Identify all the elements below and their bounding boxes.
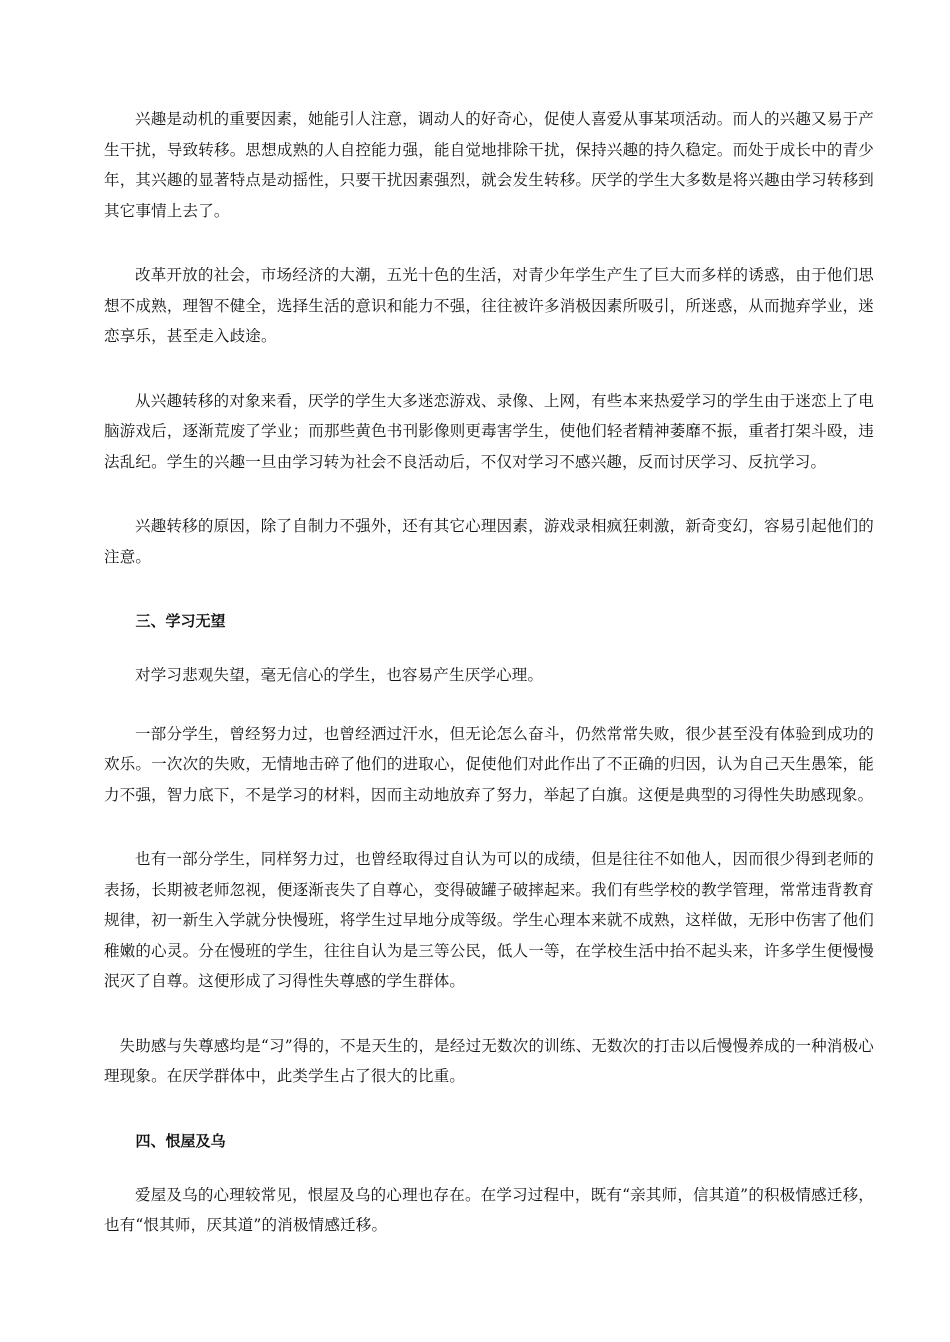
paragraph-pessimism: 对学习悲观失望，毫无信心的学生，也容易产生厌学心理。 (135, 666, 544, 684)
section-heading-4: 四、恨屋及乌 (135, 1131, 226, 1150)
paragraph-learned-loss-of-esteem: 也有一部分学生，同样努力过，也曾经取得过自认为可以的成绩，但是往往不如他人，因而很少得到老师的表扬，长期被老师忽视，便逐渐丧失了自尊心，变得破罐子破摔起来。我们有些学校的教学管理，常常违背教育规律，初一新生入学就分快慢班，将学生过早地分成等级。学生心理本来就不成熟，这样做，无形中伤害了他们稚嫩的心灵。分在慢班的学生，往往自认为是三等公民，低人一等，在学校生活中抬不起头来，许多学生便慢慢泯灭了自尊。这便形成了习得性失尊感的学生群体。 (104, 850, 874, 990)
paragraph-interest-targets: 从兴趣转移的对象来看，厌学的学生大多迷恋游戏、录像、上网，有些本来热爱学习的学生由于迷恋上了电脑游戏后，逐渐荒废了学业；而那些黄色书刊影像则更毒害学生，使他们轻者精神萎靡不振，重者打架斗殴，违法乱纪。学生的兴趣一旦由学习转为社会不良活动后，不仅对学习不感兴趣，反而讨厌学习、反抗学习。 (104, 391, 874, 471)
paragraph-learned-summary: 失助感与失尊感均是“习”得的，不是天生的，是经过无数次的训练、无数次的打击以后慢慢养成的一种消极心理现象。在厌学群体中，此类学生占了很大的比重。 (104, 1036, 874, 1085)
paragraph-learned-helplessness: 一部分学生，曾经努力过，也曾经洒过汗水，但无论怎么奋斗，仍然常常失败，很少甚至没有体验到成功的欢乐。一次次的失败，无情地击碎了他们的进取心，促使他们对此作出了不正确的归因，认为自己天生愚笨，能力不强，智力底下，不是学习的材料，因而主动地放弃了努力，举起了白旗。这便是典型的习得性失助感现象。 (104, 724, 874, 804)
section-heading-3: 三、学习无望 (135, 612, 226, 630)
document-body (104, 104, 874, 1275)
paragraph-interest-motivation: 兴趣是动机的重要因素，她能引人注意，调动人的好奇心，促使人喜爱从事某项活动。而人的兴趣又易于产生干扰，导致转移。思想成熟的人自控能力强，能自觉地排除干扰，保持兴趣的持久稳定。而处于成长中的青少年，其兴趣的显著特点是动摇性，只要干扰因素强烈，就会发生转移。厌学的学生大多数是将兴趣由学习转移到其它事情上去了。 (104, 110, 874, 220)
paragraph-emotional-transfer: 爱屋及乌的心理较常见，恨屋及乌的心理也存在。在学习过程中，既有“亲其师，信其道”的积极情感迁移，也有“恨其师，厌其道”的消极情感迁移。 (104, 1185, 874, 1234)
paragraph-social-temptation: 改革开放的社会，市场经济的大潮，五光十色的生活，对青少年学生产生了巨大而多样的诱惑，由于他们思想不成熟，理智不健全，选择生活的意识和能力不强，往往被许多消极因素所吸引，所迷惑，从而抛弃学业，迷恋享乐，甚至走入歧途。 (104, 266, 874, 345)
paragraph-interest-causes: 兴趣转移的原因，除了自制力不强外，还有其它心理因素，游戏录相疯狂刺激，新奇变幻，容易引起他们的注意。 (104, 517, 874, 566)
